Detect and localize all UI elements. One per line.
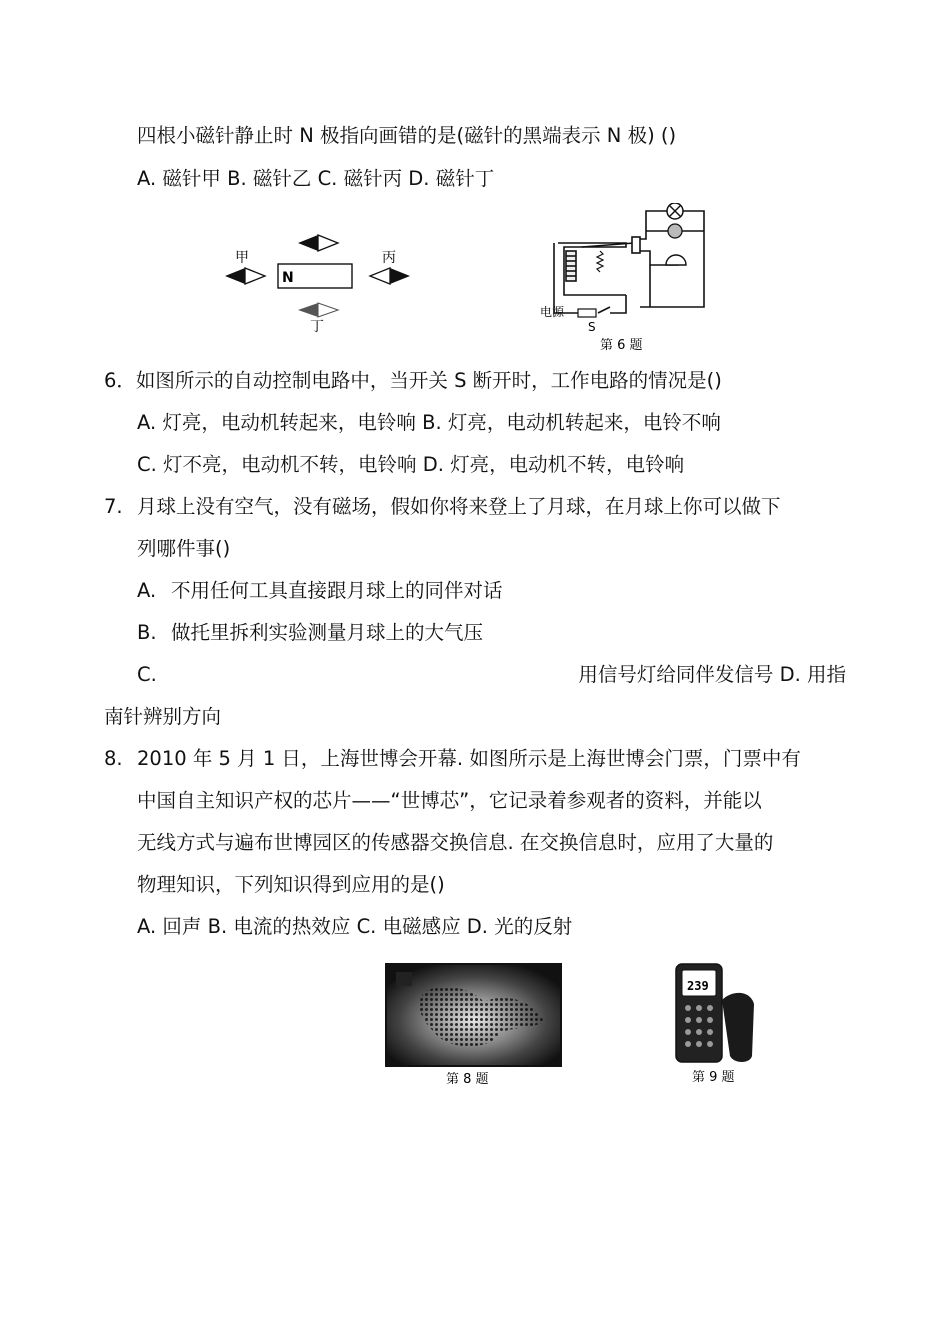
needle-bottom — [298, 303, 338, 317]
power-label: 电源 — [540, 305, 565, 319]
bell-icon — [666, 255, 686, 265]
q8-number: 8. — [104, 747, 123, 770]
q8-stem-3: 无线方式与遍布世博园区的传感器交换信息. 在交换信息时，应用了大量的 — [137, 831, 774, 854]
power-source-icon — [578, 309, 596, 317]
q6-options-2: C. 灯不亮，电动机不转，电铃响 D. 灯亮，电动机不转，电铃响 — [137, 453, 685, 476]
q7-stem-1: 月球上没有空气，没有磁场，假如你将来登上了月球，在月球上你可以做下 — [137, 495, 781, 518]
expo-ticket-figure — [384, 962, 564, 1090]
motor-icon — [668, 224, 682, 238]
q7-number: 7. — [104, 495, 123, 518]
label-jia: 甲 — [235, 250, 249, 266]
q7-c-text: 用信号灯给同伴发信号 D. 用指 — [578, 663, 846, 686]
q7-c-label: C. — [137, 663, 157, 686]
q7-stem-2: 列哪件事() — [137, 537, 231, 560]
fig6-caption: 第 6 题 — [600, 338, 643, 353]
magnet-n-label: N — [282, 270, 294, 286]
switch-label: S — [588, 320, 596, 334]
q5-stem: 四根小磁针静止时 N 极指向画错的是(磁针的黑端表示 N 极) () — [137, 124, 677, 147]
needle-top — [298, 235, 338, 251]
q7-b-text: 做托里拆利实验测量月球上的大气压 — [171, 621, 484, 644]
label-ding: 丁 — [310, 319, 324, 335]
q6-stem: 6．如图所示的自动控制电路中，当开关 S 断开时，工作电路的情况是() — [104, 369, 722, 392]
handheld-device-figure — [672, 960, 762, 1090]
device-display: 239 — [687, 979, 709, 993]
q6-options-1: A. 灯亮，电动机转起来，电铃响 B. 灯亮，电动机转起来，电铃不响 — [137, 411, 721, 434]
q8-stem-2: 中国自主知识产权的芯片——“世博芯”，它记录着参观者的资料，并能以 — [137, 789, 762, 812]
needle-left — [225, 268, 265, 284]
relay-circuit-figure — [538, 203, 710, 355]
q8-stem-1: 2010 年 5 月 1 日，上海世博会开幕. 如图所示是上海世博会门票，门票中有 — [137, 747, 801, 770]
q8-options: A. 回声 B. 电流的热效应 C. 电磁感应 D. 光的反射 — [137, 915, 573, 938]
q5-options: A. 磁针甲 B. 磁针乙 C. 磁针丙 D. 磁针丁 — [137, 167, 495, 190]
q7-c-continuation: 南针辨别方向 — [104, 705, 222, 728]
device-handle — [722, 993, 754, 1062]
compass-needles-figure — [222, 228, 422, 346]
q7-a-label: A. — [137, 579, 157, 602]
q7-b-label: B. — [137, 621, 157, 644]
q8-stem-4: 物理知识，下列知识得到应用的是() — [137, 873, 445, 896]
needle-right — [370, 268, 410, 284]
q7-a-text: 不用任何工具直接跟月球上的同伴对话 — [171, 579, 503, 602]
label-bing: 丙 — [382, 250, 396, 266]
fig8-caption: 第 8 题 — [446, 1072, 489, 1087]
fig9-caption: 第 9 题 — [692, 1070, 735, 1085]
